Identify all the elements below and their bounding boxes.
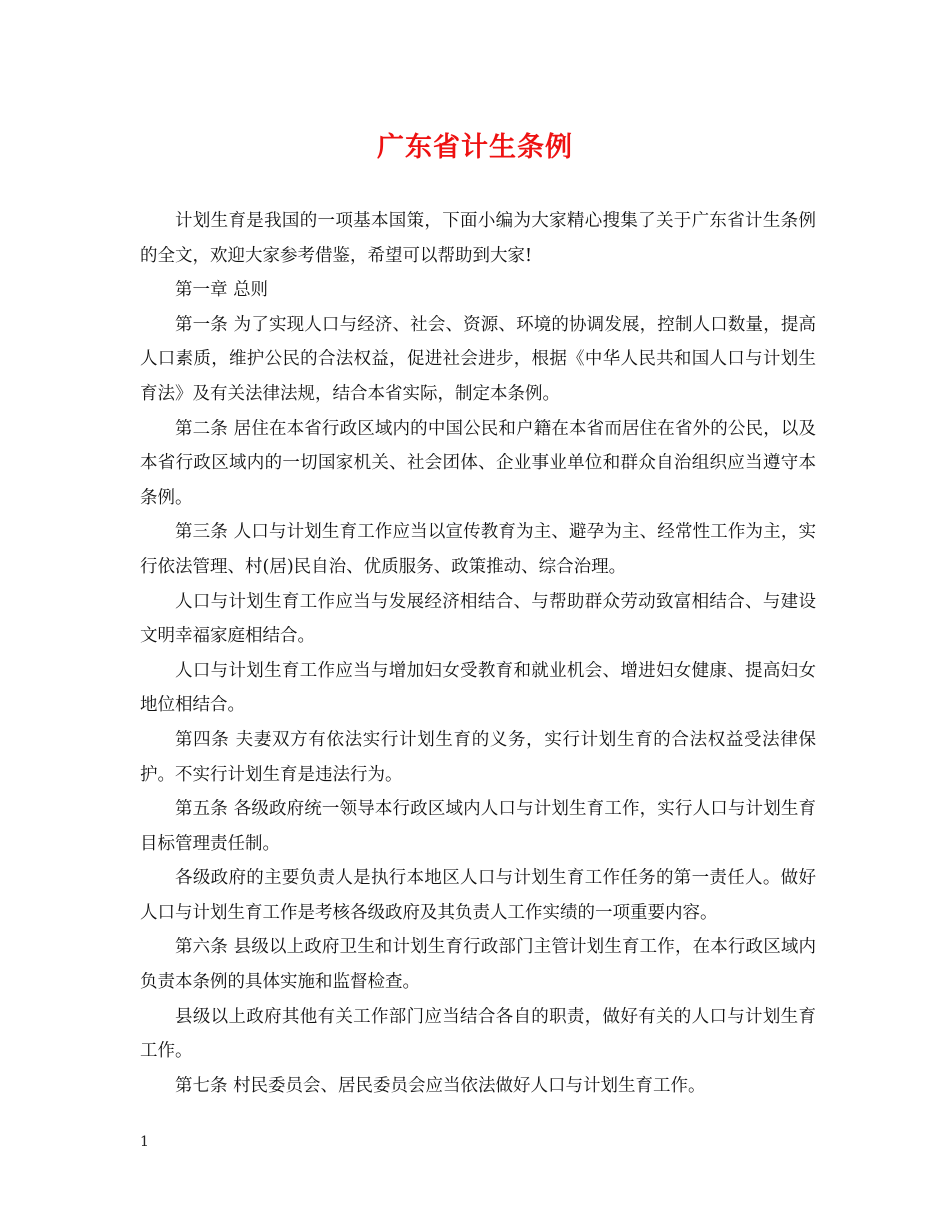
- article-paragraph: 第一条 为了实现人口与经济、社会、资源、环境的协调发展，控制人口数量，提高人口素质，维护公民的合法权益，促进社会进步，根据《中华人民共和国人口与计划生育法》及有关法律法规，结合本省实际，制定本条例。: [140, 314, 816, 404]
- article-paragraph: 第三条 人口与计划生育工作应当以宣传教育为主、避孕为主、经常性工作为主，实行依法管理、村(居)民自治、优质服务、政策推动、综合治理。: [140, 522, 816, 577]
- article-paragraph: 第七条 村民委员会、居民委员会应当依法做好人口与计划生育工作。: [175, 1075, 706, 1096]
- body-paragraph: 人口与计划生育工作应当与增加妇女受教育和就业机会、增进妇女健康、提高妇女地位相结合。: [140, 660, 816, 716]
- chapter-heading: 第一章 总则: [175, 280, 269, 301]
- body-paragraph: 人口与计划生育工作应当与发展经济相结合、与帮助群众劳动致富相结合、与建设文明幸福家庭相结合。: [140, 591, 816, 647]
- intro-paragraph: 计划生育是我国的一项基本国策，下面小编为大家精心搜集了关于广东省计生条例的全文，欢迎大家参考借鉴，希望可以帮助到大家!: [140, 211, 816, 266]
- document-body: [140, 204, 816, 1103]
- article-paragraph: 第六条 县级以上政府卫生和计划生育行政部门主管计划生育工作，在本行政区域内负责本条例的具体实施和监督检查。: [140, 937, 816, 993]
- page-number: 1: [140, 1134, 149, 1150]
- document-title: 广东省计生条例: [377, 132, 573, 163]
- body-paragraph: 县级以上政府其他有关工作部门应当结合各自的职责，做好有关的人口与计划生育工作。: [140, 1006, 816, 1062]
- body-paragraph: 各级政府的主要负责人是执行本地区人口与计划生育工作任务的第一责任人。做好人口与计划生育工作是考核各级政府及其负责人工作实绩的一项重要内容。: [140, 868, 816, 923]
- article-paragraph: 第二条 居住在本省行政区域内的中国公民和户籍在本省而居住在省外的公民，以及本省行政区域内的一切国家机关、社会团体、企业事业单位和群众自治组织应当遵守本条例。: [140, 418, 816, 508]
- article-paragraph: 第五条 各级政府统一领导本行政区域内人口与计划生育工作，实行人口与计划生育目标管理责任制。: [140, 799, 816, 854]
- article-paragraph: 第四条 夫妻双方有依法实行计划生育的义务，实行计划生育的合法权益受法律保护。不实行计划生育是违法行为。: [140, 729, 816, 785]
